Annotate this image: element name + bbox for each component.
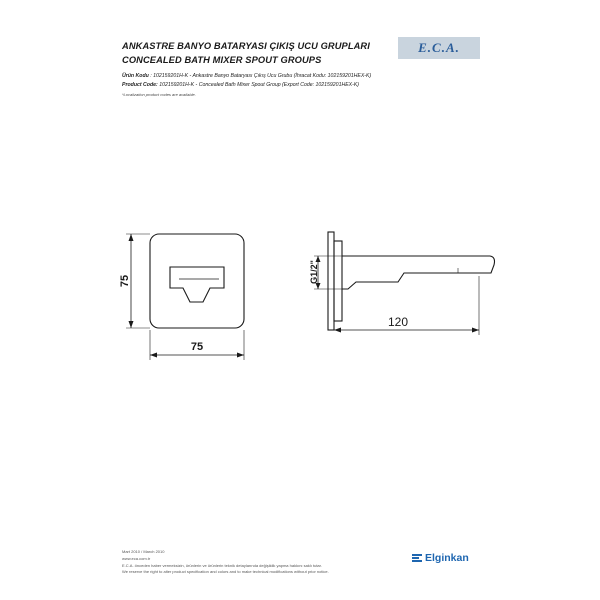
product-code-en-label: Product Code: xyxy=(122,82,158,88)
spout-body xyxy=(342,256,495,289)
elginkan-brand-text: Elginkan xyxy=(425,552,469,564)
side-plate-flange xyxy=(334,241,342,321)
localization-note: *Localization product codes are available. xyxy=(122,92,196,97)
side-wall-plate xyxy=(328,232,334,330)
product-code-tr-value: : 102159201H-K - Ankastre Banyo Bataryası Çıkış Ucu Grubu (İhracat Kodu: 102159201HEX-K) xyxy=(150,73,372,79)
dim-label-front-width: 75 xyxy=(190,341,204,353)
title-english: CONCEALED BATH MIXER SPOUT GROUPS xyxy=(122,55,322,65)
front-plate-outline xyxy=(150,234,244,328)
dim-label-thread: G1/2" xyxy=(309,260,319,284)
footer-website[interactable]: www.eca.com.tr xyxy=(122,556,151,561)
footer-disclaimer-en: We reserve the right to alter product specification and colors and to make technical modifications without prior notice. xyxy=(122,569,329,574)
product-code-en-value: 102159201H-K - Concealed Bath Mixer Spout Group (Export Code: 102159201HEX-K) xyxy=(159,82,360,88)
product-code-tr-label: Ürün Kodu xyxy=(122,73,149,79)
dim-label-front-height: 75 xyxy=(119,274,131,288)
title-turkish: ANKASTRE BANYO BATARYASI ÇIKIŞ UCU GRUPLARI xyxy=(122,41,370,51)
footer-disclaimer-tr: E.C.A. önceden haber vermeksizin, ürünlerin ve ürünlerin teknik detaylarında değişiklik yapma hakkını saklı tutar. xyxy=(122,563,322,568)
footer-date: Mart 2010 / March 2010 xyxy=(122,549,165,554)
elginkan-logo xyxy=(412,552,469,564)
elginkan-icon xyxy=(412,553,422,563)
eca-logo-text: E.C.A. xyxy=(418,40,460,55)
dim-label-spout-length: 120 xyxy=(387,315,409,329)
spout-outlet-shape xyxy=(170,267,224,302)
